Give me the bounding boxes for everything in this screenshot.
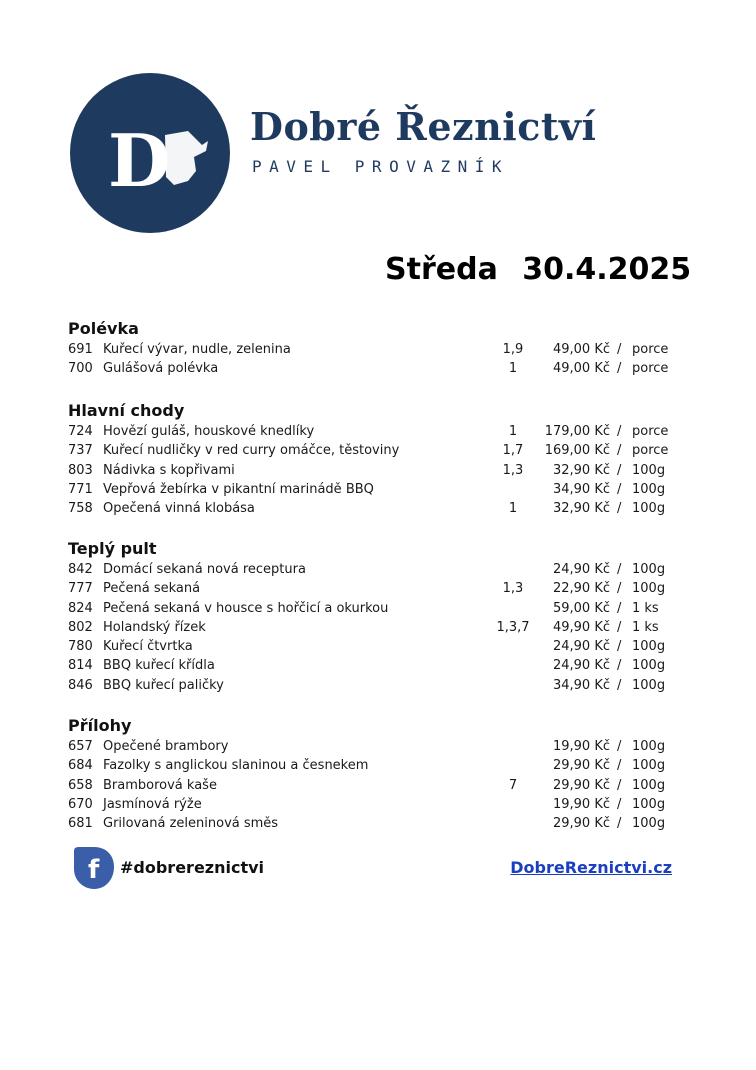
item-code: 824 [68, 600, 93, 616]
item-code: 771 [68, 481, 93, 497]
item-code: 691 [68, 342, 93, 357]
item-unit: 100g [632, 796, 666, 812]
item-price: 29,90 Kč [552, 816, 610, 832]
item-unit: 100g [632, 481, 666, 497]
item-code: 777 [68, 581, 93, 597]
facebook-icon[interactable] [72, 845, 116, 891]
menu-item [68, 599, 678, 618]
menu-item [68, 560, 678, 579]
item-unit: porce [632, 424, 669, 439]
menu-section [68, 715, 678, 833]
item-price: 24,90 Kč [552, 562, 610, 577]
item-allergens: 7 [508, 777, 518, 793]
price-unit-separator: / [617, 639, 622, 655]
item-allergens: 1 [508, 361, 518, 377]
menu-item [68, 359, 678, 378]
item-unit: porce [632, 361, 669, 377]
item-price: 34,90 Kč [552, 677, 610, 693]
item-price: 24,90 Kč [552, 639, 610, 655]
item-price: 49,00 Kč [552, 342, 610, 357]
menu-item [68, 776, 678, 795]
section-title: Teplý pult [68, 539, 157, 558]
item-name: Kuřecí čtvrtka [103, 639, 193, 655]
price-unit-separator: / [617, 600, 622, 616]
brand-subtitle: PAVEL PROVAZNÍK [252, 157, 509, 176]
item-code: 658 [68, 777, 93, 793]
item-unit: 100g [632, 777, 666, 793]
item-unit: 100g [632, 581, 666, 597]
item-price: 169,00 Kč [544, 443, 610, 459]
menu-item [68, 795, 678, 814]
item-code: 684 [68, 758, 93, 774]
section-title: Přílohy [68, 716, 132, 735]
item-name: Pečená sekaná [103, 581, 201, 597]
item-name: Grilovaná zeleninová směs [103, 816, 279, 832]
item-allergens: 1,3 [502, 462, 524, 478]
item-price: 22,90 Kč [552, 581, 610, 597]
menu-item [68, 441, 678, 460]
item-price: 32,90 Kč [552, 501, 610, 517]
item-name: BBQ kuřecí paličky [103, 677, 224, 693]
menu-item [68, 499, 678, 518]
website-link[interactable]: DobreReznictvi.cz [510, 858, 672, 877]
item-allergens: 1 [508, 501, 518, 517]
menu-section [68, 400, 678, 518]
price-unit-separator: / [617, 424, 622, 439]
item-name: BBQ kuřecí křídla [103, 658, 215, 674]
item-unit: 1 ks [632, 619, 659, 635]
hashtag-text: #dobrereznictvi [120, 858, 265, 877]
item-unit: 100g [632, 816, 666, 832]
item-name: Fazolky s anglickou slaninou a česnekem [103, 758, 369, 774]
item-code: 670 [68, 796, 93, 812]
item-allergens: 1,9 [502, 342, 524, 357]
item-code: 846 [68, 677, 93, 693]
item-price: 29,90 Kč [552, 777, 610, 793]
price-unit-separator: / [617, 342, 622, 357]
price-unit-separator: / [617, 481, 622, 497]
price-unit-separator: / [617, 677, 622, 693]
price-unit-separator: / [617, 443, 622, 459]
item-unit: porce [632, 443, 669, 459]
item-unit: porce [632, 342, 669, 357]
price-unit-separator: / [617, 758, 622, 774]
menu-item [68, 579, 678, 598]
item-code: 724 [68, 424, 93, 439]
item-price: 19,90 Kč [552, 739, 610, 754]
item-price: 32,90 Kč [552, 462, 610, 478]
menu-item [68, 422, 678, 441]
item-allergens: 1,7 [502, 443, 524, 459]
item-name: Jasmínová rýže [103, 796, 202, 812]
item-price: 179,00 Kč [544, 424, 610, 439]
item-unit: 100g [632, 562, 666, 577]
price-unit-separator: / [617, 796, 622, 812]
item-name: Holandský řízek [103, 619, 206, 635]
item-price: 24,90 Kč [552, 658, 610, 674]
section-title: Hlavní chody [68, 401, 185, 420]
section-title: Polévka [68, 319, 139, 338]
item-code: 803 [68, 462, 93, 478]
item-price: 29,90 Kč [552, 758, 610, 774]
menu-item [68, 340, 678, 359]
item-name: Nádivka s kopřivami [103, 462, 235, 478]
item-code: 681 [68, 816, 93, 832]
item-name: Hovězí guláš, houskové knedlíky [103, 424, 315, 439]
item-name: Bramborová kaše [103, 777, 217, 793]
item-unit: 1 ks [632, 600, 659, 616]
menu-section [68, 318, 678, 379]
price-unit-separator: / [617, 777, 622, 793]
item-code: 737 [68, 443, 93, 459]
item-unit: 100g [632, 739, 666, 754]
item-name: Opečená vinná klobása [103, 501, 255, 517]
price-unit-separator: / [617, 619, 622, 635]
menu-item [68, 480, 678, 499]
menu-item [68, 618, 678, 637]
menu-item [68, 814, 678, 833]
price-unit-separator: / [617, 581, 622, 597]
item-code: 758 [68, 501, 93, 517]
item-unit: 100g [632, 501, 666, 517]
item-price: 49,90 Kč [552, 619, 610, 635]
item-price: 19,90 Kč [552, 796, 610, 812]
item-code: 657 [68, 739, 93, 754]
item-allergens: 1 [508, 424, 518, 439]
item-unit: 100g [632, 758, 666, 774]
item-price: 59,00 Kč [552, 600, 610, 616]
item-name: Pečená sekaná v housce s hořčicí a okurkou [103, 600, 389, 616]
price-unit-separator: / [617, 562, 622, 577]
item-code: 802 [68, 619, 93, 635]
item-code: 842 [68, 562, 93, 577]
item-price: 49,00 Kč [552, 361, 610, 377]
item-allergens: 1,3,7 [496, 619, 530, 635]
price-unit-separator: / [617, 501, 622, 517]
item-unit: 100g [632, 462, 666, 478]
price-unit-separator: / [617, 739, 622, 754]
menu-item [68, 461, 678, 480]
item-code: 814 [68, 658, 93, 674]
item-unit: 100g [632, 639, 666, 655]
item-name: Vepřová žebírka v pikantní marinádě BBQ [103, 481, 374, 497]
item-price: 34,90 Kč [552, 481, 610, 497]
price-unit-separator: / [617, 361, 622, 377]
brand-name: Dobré Řeznictví [250, 104, 597, 149]
price-unit-separator: / [617, 658, 622, 674]
item-allergens: 1,3 [502, 581, 524, 597]
menu-item [68, 737, 678, 756]
item-unit: 100g [632, 677, 666, 693]
item-code: 780 [68, 639, 93, 655]
facebook-letter: f [88, 855, 100, 885]
item-code: 700 [68, 361, 93, 377]
brand-logo [70, 73, 230, 233]
logo-letter: D [108, 118, 171, 203]
date-title: Středa 30.4.2025 [385, 252, 692, 287]
menu-item [68, 637, 678, 656]
price-unit-separator: / [617, 462, 622, 478]
price-unit-separator: / [617, 816, 622, 832]
item-name: Gulášová polévka [103, 361, 219, 377]
item-name: Opečené brambory [103, 739, 229, 754]
item-name: Kuřecí nudličky v red curry omáčce, těstoviny [103, 443, 400, 459]
item-name: Domácí sekaná nová receptura [103, 562, 306, 577]
item-unit: 100g [632, 658, 666, 674]
menu-item [68, 676, 678, 695]
menu-item [68, 756, 678, 775]
bull-logo-icon [70, 73, 230, 233]
menu-item [68, 656, 678, 675]
item-name: Kuřecí vývar, nudle, zelenina [103, 342, 291, 357]
footer [72, 845, 672, 891]
menu-section [68, 538, 678, 695]
